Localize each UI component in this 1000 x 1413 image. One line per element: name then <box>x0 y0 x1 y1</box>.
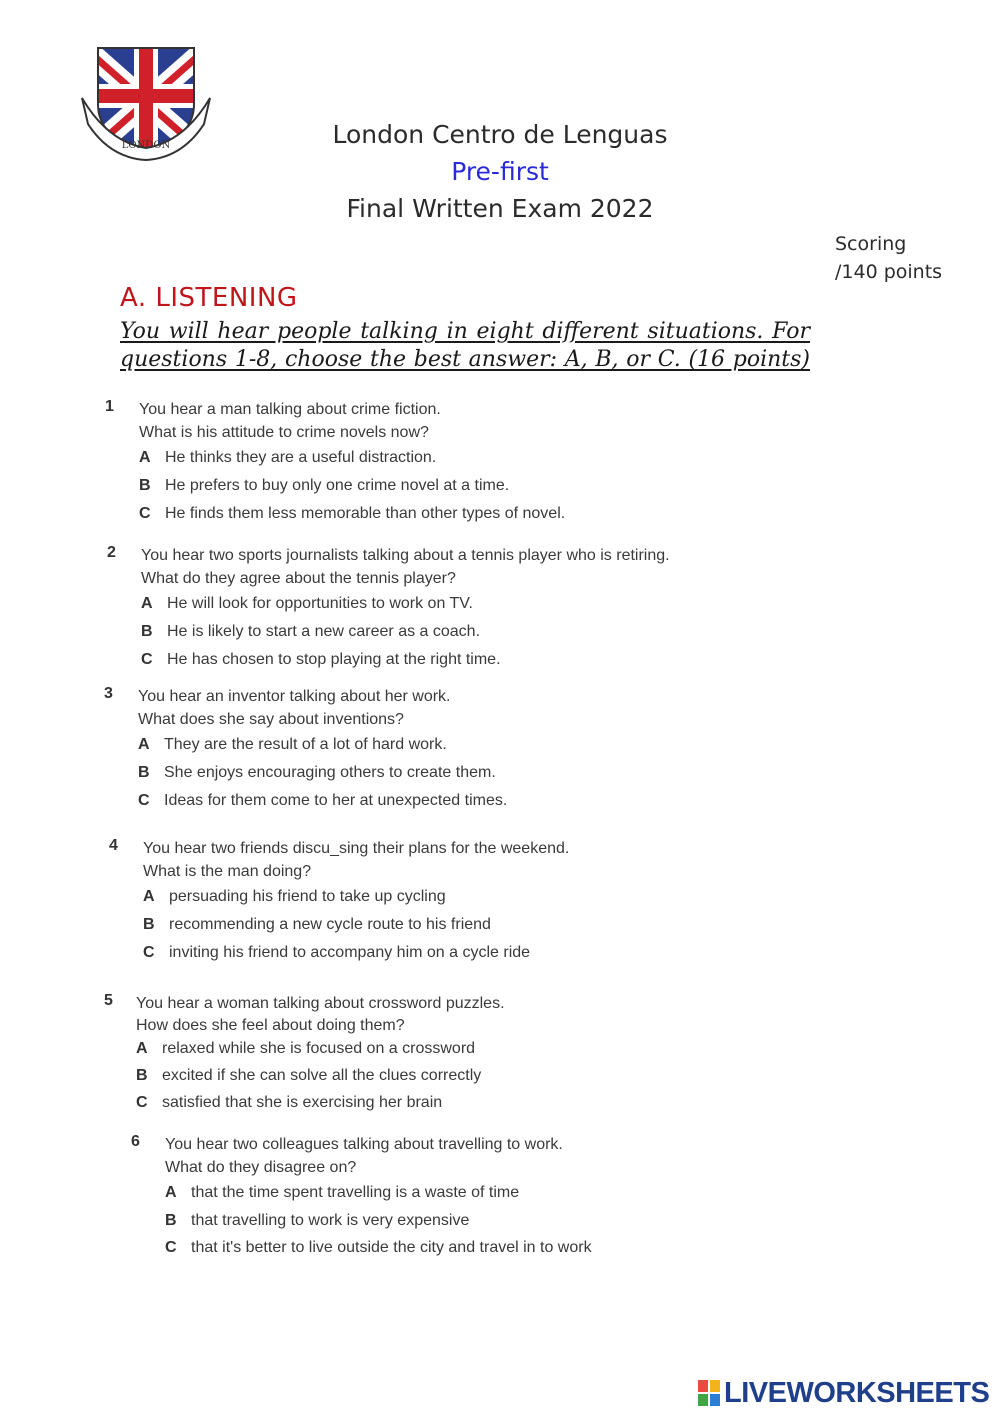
answer-option[interactable] <box>165 1184 519 1202</box>
option-letter: C <box>139 505 151 522</box>
answer-option[interactable] <box>143 944 530 962</box>
answer-option[interactable] <box>139 449 436 467</box>
option-letter: B <box>165 1212 177 1229</box>
answer-option[interactable] <box>138 792 507 810</box>
option-text: He is likely to start a new career as a coach. <box>167 623 481 640</box>
option-text: excited if she can solve all the clues correctly <box>162 1067 482 1084</box>
question-number: 3 <box>104 685 113 702</box>
option-letter: B <box>136 1067 148 1084</box>
answer-option[interactable] <box>136 1094 442 1112</box>
question-number: 6 <box>131 1133 140 1150</box>
question-prompt: What does she say about inventions? <box>138 711 404 728</box>
option-letter: B <box>139 477 151 494</box>
option-text: They are the result of a lot of hard work. <box>164 736 447 753</box>
answer-option[interactable] <box>136 1040 475 1058</box>
instructions-line: questions 1-8, choose the best answer: A, B, or C. (16 points) <box>120 347 810 372</box>
answer-option[interactable] <box>141 623 480 641</box>
answer-option[interactable] <box>136 1067 481 1085</box>
option-letter: C <box>141 651 153 668</box>
liveworksheets-brand: LIVEWORKSHEETS <box>724 1376 990 1409</box>
answer-option[interactable] <box>165 1212 469 1230</box>
scoring-total: /140 points <box>835 261 943 283</box>
option-letter: A <box>141 595 153 612</box>
option-text: that the time spent travelling is a waste of time <box>191 1184 520 1201</box>
question-stem: You hear an inventor talking about her work. <box>138 688 451 705</box>
question-number: 1 <box>105 398 114 415</box>
option-letter: C <box>136 1094 148 1111</box>
option-text: He has chosen to stop playing at the right time. <box>167 651 501 668</box>
question-prompt: What is the man doing? <box>143 863 312 880</box>
option-letter: C <box>138 792 150 809</box>
option-text: He finds them less memorable than other types of novel. <box>165 505 566 522</box>
answer-option[interactable] <box>139 477 509 495</box>
question-prompt: What do they disagree on? <box>165 1159 357 1176</box>
answer-option[interactable] <box>143 916 491 934</box>
answer-option[interactable] <box>165 1239 592 1257</box>
option-text: He will look for opportunities to work on TV. <box>167 595 473 612</box>
answer-option[interactable] <box>138 736 447 754</box>
section-heading: A. LISTENING <box>120 283 298 313</box>
answer-option[interactable] <box>141 595 473 613</box>
option-text: He prefers to buy only one crime novel at a time. <box>165 477 510 494</box>
logo-text: LONDON <box>121 140 171 151</box>
question-stem: You hear two sports journalists talking about a tennis player who is retiring. <box>141 547 670 564</box>
option-text: recommending a new cycle route to his friend <box>169 916 491 933</box>
scoring-box <box>835 230 942 286</box>
answer-option[interactable] <box>141 651 501 669</box>
school-name: London Centro de Lenguas <box>332 120 668 149</box>
question-stem: You hear a woman talking about crossword puzzles. <box>136 995 505 1012</box>
liveworksheets-icon <box>698 1380 720 1406</box>
option-text: satisfied that she is exercising her brain <box>162 1094 443 1111</box>
option-letter: A <box>165 1184 177 1201</box>
answer-option[interactable] <box>143 888 446 906</box>
option-letter: C <box>143 944 155 961</box>
option-text: inviting his friend to accompany him on a cycle ride <box>169 944 531 961</box>
option-text: She enjoys encouraging others to create them. <box>164 764 496 781</box>
question-stem: You hear two friends discu_sing their plans for the weekend. <box>143 840 570 857</box>
option-text: persuading his friend to take up cycling <box>169 888 446 905</box>
liveworksheets-logo[interactable] <box>698 1378 989 1408</box>
option-text: that it's better to live outside the city and travel in to work <box>191 1239 592 1256</box>
option-letter: A <box>139 449 151 466</box>
option-text: relaxed while she is focused on a crossword <box>162 1040 476 1057</box>
instructions-line: You will hear people talking in eight different situations. For <box>120 319 810 344</box>
question-stem: You hear a man talking about crime fiction. <box>139 401 441 418</box>
scoring-label: Scoring <box>835 233 907 255</box>
question-prompt: What is his attitude to crime novels now? <box>139 424 429 441</box>
question-prompt: What do they agree about the tennis player? <box>141 570 456 587</box>
option-letter: B <box>141 623 153 640</box>
question-number: 2 <box>107 544 116 561</box>
exam-title: Final Written Exam 2022 <box>346 194 654 223</box>
option-text: He thinks they are a useful distraction. <box>165 449 437 466</box>
answer-option[interactable] <box>139 505 565 523</box>
answer-option[interactable] <box>138 764 496 782</box>
option-letter: B <box>138 764 150 781</box>
question-stem: You hear two colleagues talking about travelling to work. <box>165 1136 563 1153</box>
option-letter: A <box>136 1040 148 1057</box>
option-letter: A <box>143 888 155 905</box>
option-letter: B <box>143 916 155 933</box>
option-text: that travelling to work is very expensive <box>191 1212 470 1229</box>
option-text: Ideas for them come to her at unexpected times. <box>164 792 508 809</box>
question-number: 5 <box>104 992 113 1009</box>
question-number: 4 <box>109 837 118 854</box>
question-prompt: How does she feel about doing them? <box>136 1017 405 1034</box>
section-instructions <box>120 318 810 374</box>
option-letter: C <box>165 1239 177 1256</box>
course-level: Pre-first <box>451 157 549 186</box>
option-letter: A <box>138 736 150 753</box>
